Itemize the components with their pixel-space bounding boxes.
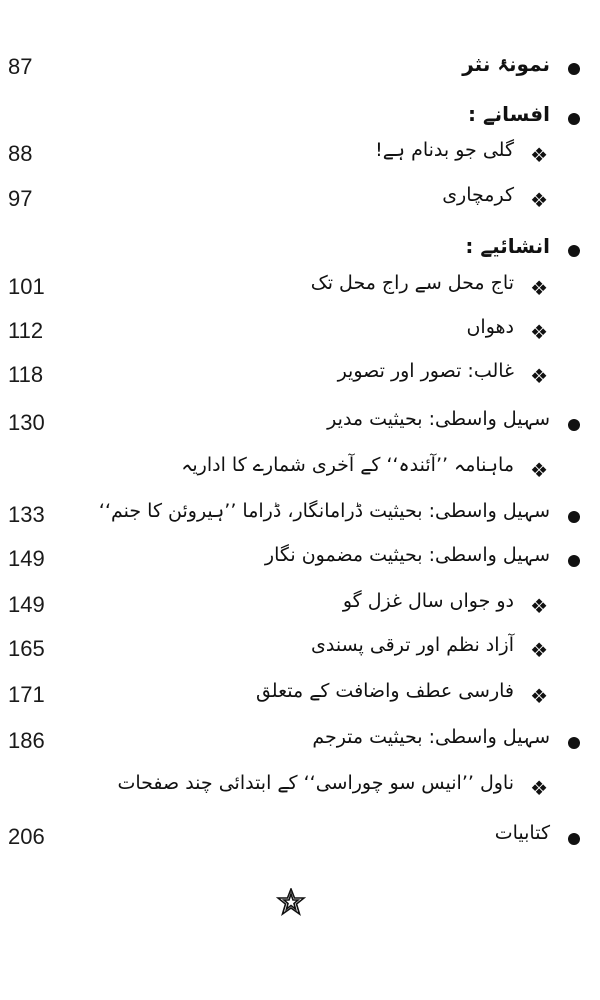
bullet-dot-icon xyxy=(568,113,580,125)
page-number: 118 xyxy=(8,362,44,387)
bullet-dot-icon xyxy=(568,419,580,431)
diamond-bullet-icon: ❖ xyxy=(530,776,548,800)
bullet-dot-icon xyxy=(568,555,580,567)
toc-entry xyxy=(0,540,600,580)
toc-entry xyxy=(0,180,600,220)
diamond-bullet-icon: ❖ xyxy=(530,458,548,482)
toc-entry xyxy=(0,268,600,308)
section-heading: انشائیے : xyxy=(465,234,550,258)
bullet-dot-icon xyxy=(568,63,580,75)
toc-entry xyxy=(0,586,600,626)
entry-title: تاج محل سے راج محل تک xyxy=(310,272,514,294)
page-number: 186 xyxy=(8,728,45,753)
entry-title: کرمچاری xyxy=(442,184,514,206)
entry-title: غالب: تصور اور تصویر xyxy=(337,360,514,382)
page-number: 87 xyxy=(8,54,33,79)
page-number: 133 xyxy=(8,502,45,527)
diamond-bullet-icon: ❖ xyxy=(530,188,548,212)
page-number: 165 xyxy=(8,636,45,661)
diamond-bullet-icon: ❖ xyxy=(530,276,548,300)
entry-title: ماہنامہ ’’آئندہ‘‘ کے آخری شمارے کا اداریہ xyxy=(181,454,514,476)
page-number: 101 xyxy=(8,274,45,299)
toc-entry xyxy=(0,676,600,716)
page-number: 130 xyxy=(8,410,45,435)
page-number: 171 xyxy=(8,682,45,707)
entry-title: دو جواں سال غزل گو xyxy=(342,590,514,612)
toc-entry xyxy=(0,450,600,490)
section-heading: نمونۂ نثر xyxy=(462,52,550,76)
toc-entry xyxy=(0,230,600,270)
entry-title: سہیل واسطی: بحیثیت مترجم xyxy=(312,726,550,748)
toc-entry xyxy=(0,818,600,858)
toc-entry xyxy=(0,312,600,352)
page-number: 88 xyxy=(8,141,33,166)
page-number: 149 xyxy=(8,592,45,617)
page-number: 97 xyxy=(8,186,33,211)
entry-title: دھواں xyxy=(466,316,514,338)
page-number: 112 xyxy=(8,318,44,343)
star-ornament-icon xyxy=(276,888,306,918)
toc-entry xyxy=(0,98,600,138)
entry-title: کتابیات xyxy=(494,822,550,844)
entry-title: سہیل واسطی: بحیثیت مضمون نگار xyxy=(264,544,550,566)
entry-title: سہیل واسطی: بحیثیت ڈرامانگار، ڈراما ’’ہیروئن کا جنم‘‘ xyxy=(98,500,550,522)
entry-title: سہیل واسطی: بحیثیت مدیر xyxy=(327,408,550,430)
entry-title: ناول ’’انیس سو چوراسی‘‘ کے ابتدائی چند صفحات xyxy=(117,772,514,794)
diamond-bullet-icon: ❖ xyxy=(530,364,548,388)
diamond-bullet-icon: ❖ xyxy=(530,143,548,167)
toc-entry xyxy=(0,404,600,444)
page-number: 206 xyxy=(8,824,45,849)
bullet-dot-icon xyxy=(568,737,580,749)
toc-entry xyxy=(0,48,600,88)
bullet-dot-icon xyxy=(568,511,580,523)
diamond-bullet-icon: ❖ xyxy=(530,684,548,708)
toc-entry xyxy=(0,630,600,670)
bullet-dot-icon xyxy=(568,833,580,845)
diamond-bullet-icon: ❖ xyxy=(530,594,548,618)
entry-title: گلی جو بدنام ہے! xyxy=(375,139,514,161)
diamond-bullet-icon: ❖ xyxy=(530,320,548,344)
toc-entry xyxy=(0,135,600,175)
toc-entry xyxy=(0,496,600,536)
toc-entry xyxy=(0,768,600,808)
bullet-dot-icon xyxy=(568,245,580,257)
page-number: 149 xyxy=(8,546,45,571)
toc-entry xyxy=(0,722,600,762)
diamond-bullet-icon: ❖ xyxy=(530,638,548,662)
entry-title: فارسی عطف واضافت کے متعلق xyxy=(255,680,514,702)
section-heading: افسانے : xyxy=(467,102,550,126)
toc-entry xyxy=(0,356,600,396)
entry-title: آزاد نظم اور ترقی پسندی xyxy=(310,634,514,656)
